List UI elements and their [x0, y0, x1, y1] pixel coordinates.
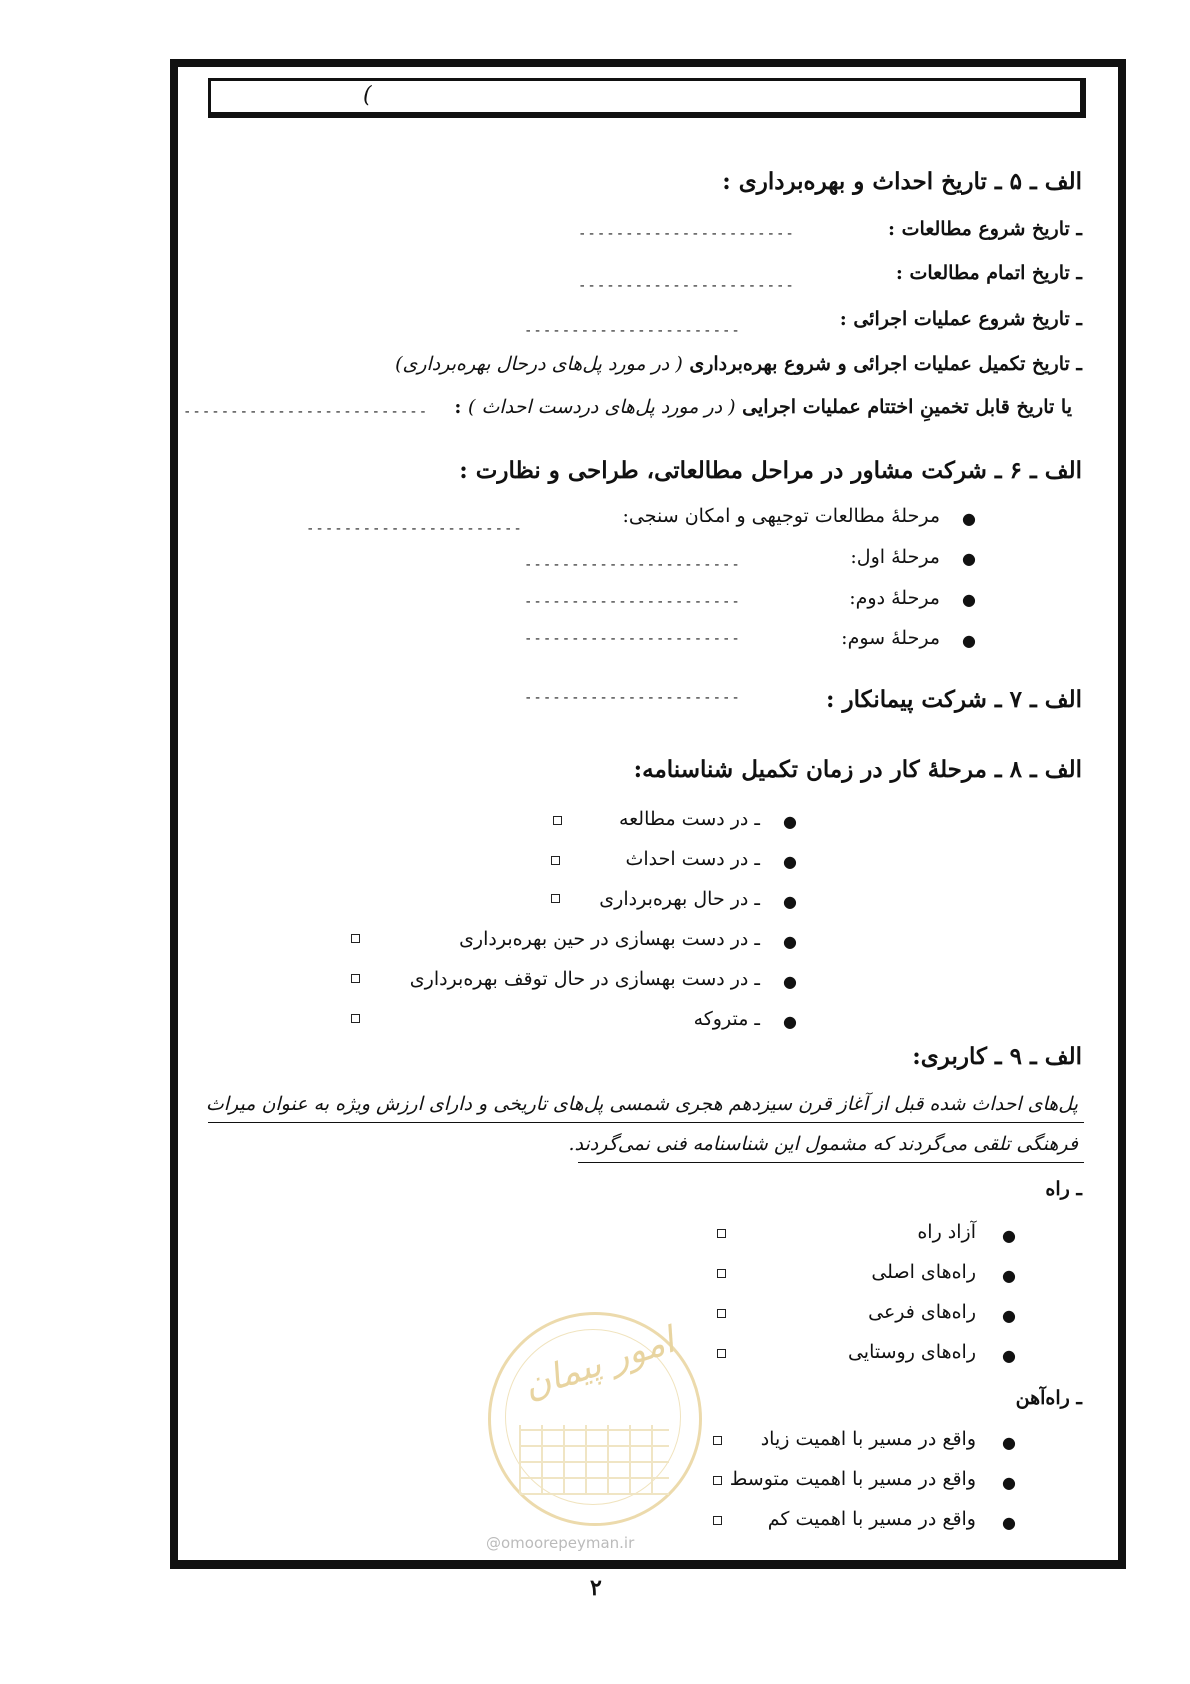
bullet-icon: [1002, 1473, 1016, 1492]
estimate-date-label: یا تاریخ قابل تخمینِ اختتام عملیات اجرایی: [742, 396, 1072, 418]
road-rural-label: راه‌های روستایی: [847, 1341, 976, 1363]
feasibility-stage-field[interactable]: -----------------------: [306, 521, 523, 537]
section9-title: الف ـ ۹ ـ کاربری:: [912, 1043, 1082, 1070]
watermark-seal-icon: [488, 1312, 702, 1526]
status-abandoned-label: ـ متروکه: [693, 1008, 760, 1030]
bullet-icon: [962, 509, 976, 528]
road-main-label: راه‌های اصلی: [871, 1261, 976, 1283]
bullet-icon: [1002, 1433, 1016, 1452]
end-studies-field[interactable]: -----------------------: [578, 278, 795, 294]
stage-two-field[interactable]: -----------------------: [524, 594, 741, 610]
feasibility-stage-label: مرحلهٔ مطالعات توجیهی و امکان سنجی:: [622, 505, 940, 527]
end-studies-label: ـ تاریخ اتمام مطالعات :: [895, 262, 1082, 284]
bullet-icon: [783, 892, 797, 911]
watermark-url: @omoorepeyman.ir: [486, 1534, 635, 1552]
road-freeway-checkbox[interactable]: [717, 1229, 726, 1238]
section7-title: الف ـ ۷ ـ شرکت پیمانکار :: [826, 686, 1082, 713]
status-studying-label: ـ در دست مطالعه: [618, 808, 760, 830]
road-label: ـ راه: [1045, 1178, 1082, 1200]
rail-low-label: واقع در مسیر با اهمیت کم: [767, 1508, 976, 1530]
status-rehab-operating-checkbox[interactable]: [351, 934, 360, 943]
stage-one-label: مرحلهٔ اول:: [850, 546, 940, 568]
bullet-icon: [1002, 1266, 1016, 1285]
bullet-icon: [962, 590, 976, 609]
header-paren: (: [363, 83, 372, 108]
road-main-checkbox[interactable]: [717, 1269, 726, 1278]
completion-date-line: [395, 353, 1082, 375]
road-rural-checkbox[interactable]: [717, 1349, 726, 1358]
estimate-date-field[interactable]: --------------------------: [183, 404, 429, 420]
completion-date-note: ( در مورد پل‌های درحال بهره‌برداری): [395, 353, 683, 375]
note-underline-1: [208, 1122, 1084, 1123]
stage-three-field[interactable]: -----------------------: [524, 631, 741, 647]
contractor-field[interactable]: -----------------------: [524, 690, 741, 706]
section8-title: الف ـ ۸ ـ مرحلهٔ کار در زمان تکمیل شناسنامه:: [633, 756, 1082, 783]
bullet-icon: [1002, 1346, 1016, 1365]
seal-grid: [519, 1425, 669, 1495]
road-secondary-label: راه‌های فرعی: [868, 1301, 976, 1323]
bullet-icon: [783, 1012, 797, 1031]
bullet-icon: [1002, 1306, 1016, 1325]
heritage-note-line1: پل‌های احداث شده قبل از آغاز قرن سیزدهم هجری شمسی پل‌های تاریخی و دارای ارزش ویژه به عنوان میراث: [205, 1093, 1078, 1115]
stage-three-label: مرحلهٔ سوم:: [841, 627, 940, 649]
rail-label: ـ راه‌آهن: [1015, 1387, 1082, 1409]
start-execution-label: ـ تاریخ شروع عملیات اجرائی :: [839, 308, 1082, 330]
section5-title: الف ـ ۵ ـ تاریخ احداث و بهره‌برداری :: [722, 168, 1082, 195]
status-construction-checkbox[interactable]: [551, 856, 560, 865]
bullet-icon: [962, 549, 976, 568]
estimate-date-note: ( در مورد پل‌های دردست احداث ): [468, 396, 736, 418]
status-abandoned-checkbox[interactable]: [351, 1014, 360, 1023]
bullet-icon: [1002, 1513, 1016, 1532]
stage-one-field[interactable]: -----------------------: [524, 557, 741, 573]
status-rehab-operating-label: ـ در دست بهسازی در حین بهره‌برداری: [459, 928, 760, 950]
rail-medium-label: واقع در مسیر با اهمیت متوسط: [729, 1468, 976, 1490]
heritage-note-line2: فرهنگی تلقی می‌گردند که مشمول این شناسنامه فنی نمی‌گردند.: [568, 1133, 1078, 1155]
bullet-icon: [783, 812, 797, 831]
status-operating-label: ـ در حال بهره‌برداری: [599, 888, 760, 910]
bullet-icon: [783, 932, 797, 951]
rail-low-checkbox[interactable]: [713, 1516, 722, 1525]
status-construction-label: ـ در دست احداث: [625, 848, 760, 870]
status-rehab-stopped-label: ـ در دست بهسازی در حال توقف بهره‌برداری: [409, 968, 760, 990]
seal-text: امور پیمان: [518, 1319, 680, 1408]
bullet-icon: [1002, 1226, 1016, 1245]
status-rehab-stopped-checkbox[interactable]: [351, 974, 360, 983]
page-number: ۲: [590, 1575, 602, 1601]
bullet-icon: [962, 631, 976, 650]
road-freeway-label: آزاد راه: [917, 1221, 976, 1243]
estimate-date-line: [454, 396, 1072, 418]
note-underline-2: [578, 1162, 1084, 1163]
start-execution-field[interactable]: -----------------------: [524, 323, 741, 339]
start-studies-field[interactable]: -----------------------: [578, 226, 795, 242]
estimate-date-colon: :: [454, 396, 462, 418]
rail-high-checkbox[interactable]: [713, 1436, 722, 1445]
status-studying-checkbox[interactable]: [553, 816, 562, 825]
section6-title: الف ـ ۶ ـ شرکت مشاور در مراحل مطالعاتی، طراحی و نظارت :: [459, 457, 1082, 484]
header-box: [208, 78, 1086, 118]
bullet-icon: [783, 852, 797, 871]
rail-medium-checkbox[interactable]: [713, 1476, 722, 1485]
completion-date-label: ـ تاریخ تکمیل عملیات اجرائی و شروع بهره‌برداری: [689, 353, 1082, 375]
road-secondary-checkbox[interactable]: [717, 1309, 726, 1318]
start-studies-label: ـ تاریخ شروع مطالعات :: [888, 218, 1082, 240]
status-operating-checkbox[interactable]: [551, 894, 560, 903]
stage-two-label: مرحلهٔ دوم:: [849, 587, 940, 609]
rail-high-label: واقع در مسیر با اهمیت زیاد: [760, 1428, 976, 1450]
bullet-icon: [783, 972, 797, 991]
